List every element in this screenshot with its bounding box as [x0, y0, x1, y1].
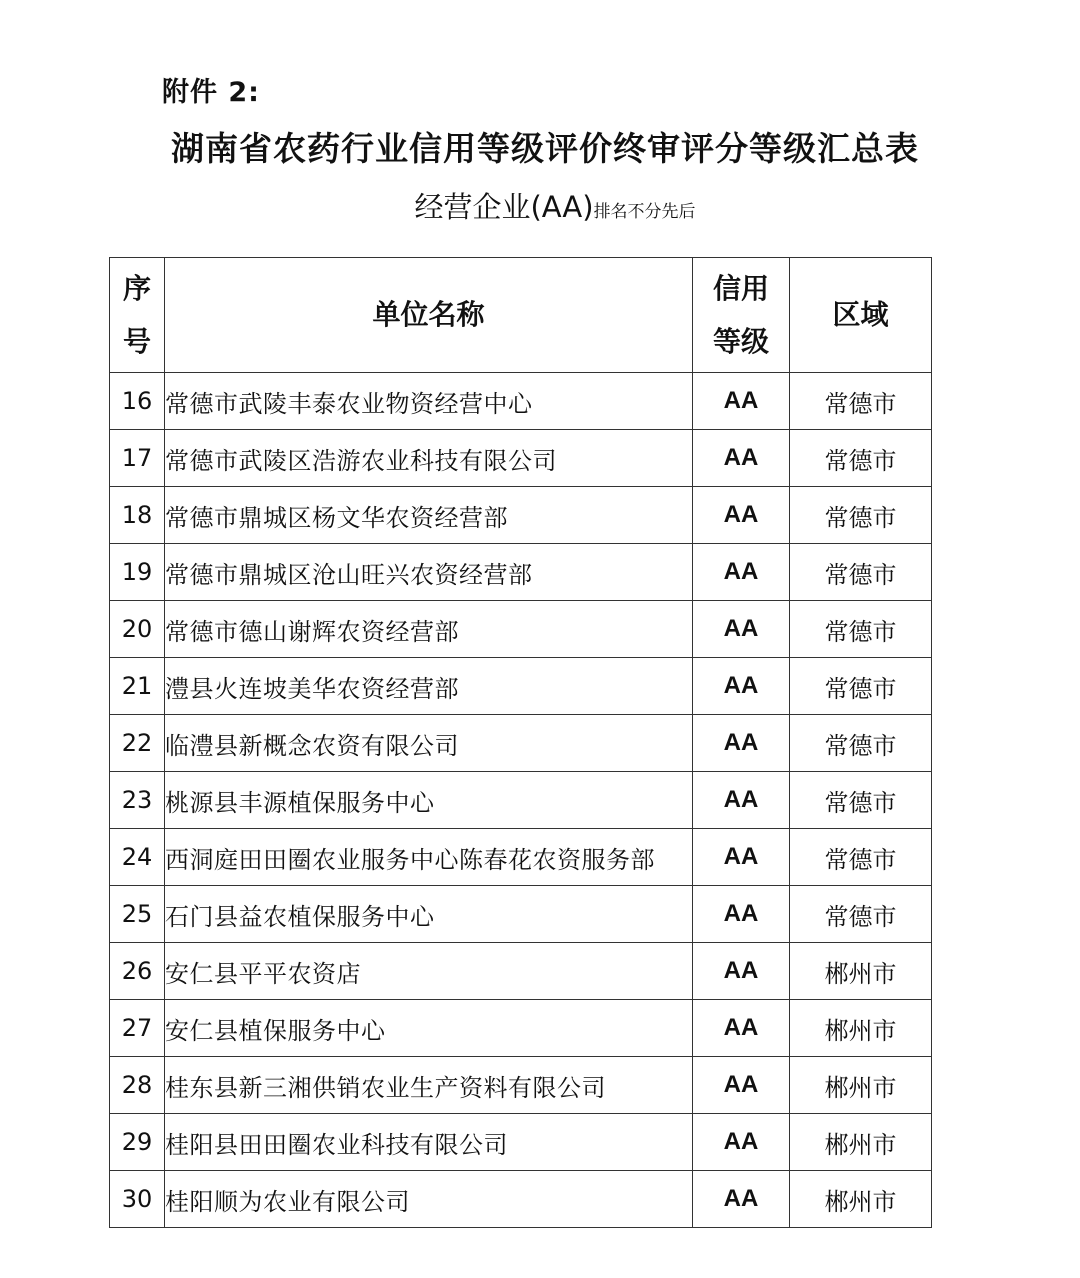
row-unit-name: 桂阳顺为农业有限公司 — [165, 1171, 693, 1228]
row-region: 常德市 — [790, 715, 932, 772]
row-unit-name: 临澧县新概念农资有限公司 — [165, 715, 693, 772]
row-credit-grade: AA — [693, 829, 790, 886]
row-serial-number: 16 — [110, 373, 165, 430]
row-serial-number: 24 — [110, 829, 165, 886]
row-serial-number: 29 — [110, 1114, 165, 1171]
row-credit-grade: AA — [693, 1000, 790, 1057]
header-region: 区域 — [790, 258, 932, 373]
row-serial-number: 27 — [110, 1000, 165, 1057]
row-unit-name: 西洞庭田田圈农业服务中心陈春花农资服务部 — [165, 829, 693, 886]
attachment-label: 附件 2: — [162, 77, 260, 108]
header-credit-grade — [693, 258, 790, 373]
row-unit-name: 常德市武陵丰泰农业物资经营中心 — [165, 373, 693, 430]
row-credit-grade: AA — [693, 1114, 790, 1171]
header-grade-line2: 等级 — [712, 325, 769, 358]
row-region: 常德市 — [790, 601, 932, 658]
row-serial-number: 30 — [110, 1171, 165, 1228]
row-serial-number: 28 — [110, 1057, 165, 1114]
table-row — [110, 601, 932, 658]
table-row — [110, 1171, 932, 1228]
table-row — [110, 1000, 932, 1057]
header-unit-name: 单位名称 — [165, 258, 693, 373]
row-credit-grade: AA — [693, 1057, 790, 1114]
row-serial-number: 22 — [110, 715, 165, 772]
row-credit-grade: AA — [693, 373, 790, 430]
row-region: 常德市 — [790, 544, 932, 601]
row-region: 常德市 — [790, 886, 932, 943]
table-row — [110, 1057, 932, 1114]
subtitle-category: 经营企业(AA) — [414, 190, 594, 224]
table-row — [110, 886, 932, 943]
row-region: 常德市 — [790, 829, 932, 886]
row-serial-number: 19 — [110, 544, 165, 601]
row-credit-grade: AA — [693, 658, 790, 715]
row-region: 郴州市 — [790, 1171, 932, 1228]
row-region: 郴州市 — [790, 1114, 932, 1171]
row-credit-grade: AA — [693, 601, 790, 658]
table-row — [110, 715, 932, 772]
row-region: 常德市 — [790, 772, 932, 829]
table-row — [110, 487, 932, 544]
row-serial-number: 23 — [110, 772, 165, 829]
row-serial-number: 21 — [110, 658, 165, 715]
row-credit-grade: AA — [693, 715, 790, 772]
header-serial-line2: 号 — [122, 325, 151, 358]
row-unit-name: 石门县益农植保服务中心 — [165, 886, 693, 943]
row-region: 郴州市 — [790, 1000, 932, 1057]
table-row — [110, 943, 932, 1000]
row-unit-name: 桂东县新三湘供销农业生产资料有限公司 — [165, 1057, 693, 1114]
subtitle — [0, 185, 1080, 226]
row-serial-number: 25 — [110, 886, 165, 943]
table-row — [110, 544, 932, 601]
subtitle-ranking-note: 排名不分先后 — [593, 202, 696, 222]
row-serial-number: 18 — [110, 487, 165, 544]
document-title: 湖南省农药行业信用等级评价终审评分等级汇总表 — [171, 129, 919, 168]
row-unit-name: 常德市武陵区浩游农业科技有限公司 — [165, 430, 693, 487]
row-region: 郴州市 — [790, 1057, 932, 1114]
header-serial-number — [110, 258, 165, 373]
table-row — [110, 772, 932, 829]
row-region: 常德市 — [790, 430, 932, 487]
row-unit-name: 桃源县丰源植保服务中心 — [165, 772, 693, 829]
row-credit-grade: AA — [693, 544, 790, 601]
row-serial-number: 26 — [110, 943, 165, 1000]
row-region: 常德市 — [790, 658, 932, 715]
rating-summary-table — [109, 257, 932, 1228]
row-unit-name: 桂阳县田田圈农业科技有限公司 — [165, 1114, 693, 1171]
row-serial-number: 20 — [110, 601, 165, 658]
row-unit-name: 常德市鼎城区沧山旺兴农资经营部 — [165, 544, 693, 601]
header-grade-line1: 信用 — [712, 271, 769, 305]
row-unit-name: 安仁县植保服务中心 — [165, 1000, 693, 1057]
table-row — [110, 373, 932, 430]
row-serial-number: 17 — [110, 430, 165, 487]
row-region: 常德市 — [790, 487, 932, 544]
row-credit-grade: AA — [693, 886, 790, 943]
row-region: 郴州市 — [790, 943, 932, 1000]
table-row — [110, 829, 932, 886]
row-unit-name: 安仁县平平农资店 — [165, 943, 693, 1000]
table-row — [110, 1114, 932, 1171]
row-unit-name: 澧县火连坡美华农资经营部 — [165, 658, 693, 715]
row-credit-grade: AA — [693, 943, 790, 1000]
row-region: 常德市 — [790, 373, 932, 430]
row-credit-grade: AA — [693, 1171, 790, 1228]
row-credit-grade: AA — [693, 487, 790, 544]
table-header-row — [110, 258, 932, 373]
row-credit-grade: AA — [693, 430, 790, 487]
header-serial-line1: 序 — [122, 271, 151, 305]
table-row — [110, 430, 932, 487]
table-row — [110, 658, 932, 715]
row-unit-name: 常德市德山谢辉农资经营部 — [165, 601, 693, 658]
row-unit-name: 常德市鼎城区杨文华农资经营部 — [165, 487, 693, 544]
row-credit-grade: AA — [693, 772, 790, 829]
table-body — [110, 373, 932, 1228]
